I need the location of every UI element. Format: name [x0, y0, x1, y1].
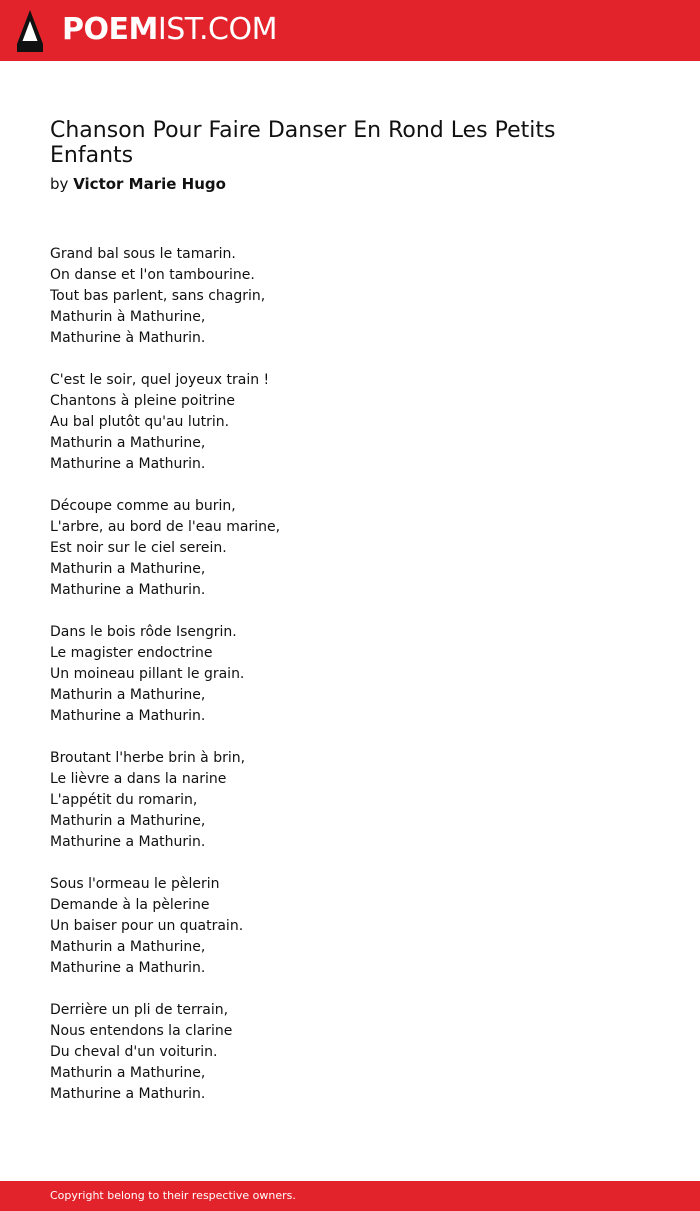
author-name: Victor Marie Hugo	[73, 175, 226, 193]
poem-line: Mathurin a Mathurine,	[50, 561, 206, 577]
copyright-notice: Copyright belong to their respective owners.	[50, 1189, 296, 1202]
poem-line: Mathurine a Mathurin.	[50, 1086, 206, 1102]
poem-line: Mathurin a Mathurine,	[50, 939, 206, 955]
poem-line: Mathurine a Mathurin.	[50, 834, 206, 850]
logo-strong-text: POEM	[62, 12, 158, 47]
site-footer	[0, 1181, 700, 1211]
poem-line: Mathurine a Mathurin.	[50, 582, 206, 598]
poem-line: Nous entendons la clarine	[50, 1023, 233, 1039]
poem-line: Chantons à pleine poitrine	[50, 393, 235, 409]
stanza	[50, 1000, 650, 1105]
poem-line: Mathurin a Mathurine,	[50, 1065, 206, 1081]
poem-line: Est noir sur le ciel serein.	[50, 540, 227, 556]
poem-line: Mathurin a Mathurine,	[50, 435, 206, 451]
poem-line: Mathurine à Mathurin.	[50, 330, 206, 346]
poem-line: On danse et l'on tambourine.	[50, 267, 255, 283]
poem-line: Au bal plutôt qu'au lutrin.	[50, 414, 230, 430]
poem-line: Demande à la pèlerine	[50, 897, 210, 913]
stanza	[50, 370, 650, 475]
poem-body	[50, 244, 650, 1126]
poem-line: Broutant l'herbe brin à brin,	[50, 750, 246, 766]
poem-line: Découpe comme au burin,	[50, 498, 236, 514]
poem-line: Mathurin à Mathurine,	[50, 309, 206, 325]
poem-title: Chanson Pour Faire Danser En Rond Les Petits Enfants	[50, 118, 556, 168]
poem-line: Mathurin a Mathurine,	[50, 813, 206, 829]
poem-line: Du cheval d'un voiturin.	[50, 1044, 218, 1060]
poem-line: Sous l'ormeau le pèlerin	[50, 876, 220, 892]
poem-line: Le magister endoctrine	[50, 645, 213, 661]
poem-line: Tout bas parlent, sans chagrin,	[50, 288, 266, 304]
pencil-tip-icon[interactable]	[17, 10, 43, 52]
poem-line: Mathurin a Mathurine,	[50, 687, 206, 703]
stanza	[50, 244, 650, 349]
poem-line: Dans le bois rôde Isengrin.	[50, 624, 237, 640]
stanza	[50, 874, 650, 979]
byline	[50, 173, 226, 195]
poem-line: Un baiser pour un quatrain.	[50, 918, 244, 934]
poem-line: Un moineau pillant le grain.	[50, 666, 245, 682]
site-header	[0, 0, 700, 61]
poem-line: Le lièvre a dans la narine	[50, 771, 227, 787]
poem-line: L'arbre, au bord de l'eau marine,	[50, 519, 281, 535]
stanza	[50, 748, 650, 853]
logo-light-text: IST.COM	[157, 12, 277, 47]
poem-line: Mathurine a Mathurin.	[50, 456, 206, 472]
poem-line: C'est le soir, quel joyeux train !	[50, 372, 270, 388]
stanza	[50, 622, 650, 727]
byline-prefix: by	[50, 175, 69, 193]
poem-line: Derrière un pli de terrain,	[50, 1002, 229, 1018]
poem-line: L'appétit du romarin,	[50, 792, 198, 808]
poem-line: Mathurine a Mathurin.	[50, 960, 206, 976]
stanza	[50, 496, 650, 601]
site-logo[interactable]	[62, 11, 277, 49]
poem-line: Mathurine a Mathurin.	[50, 708, 206, 724]
poem-line: Grand bal sous le tamarin.	[50, 246, 236, 262]
